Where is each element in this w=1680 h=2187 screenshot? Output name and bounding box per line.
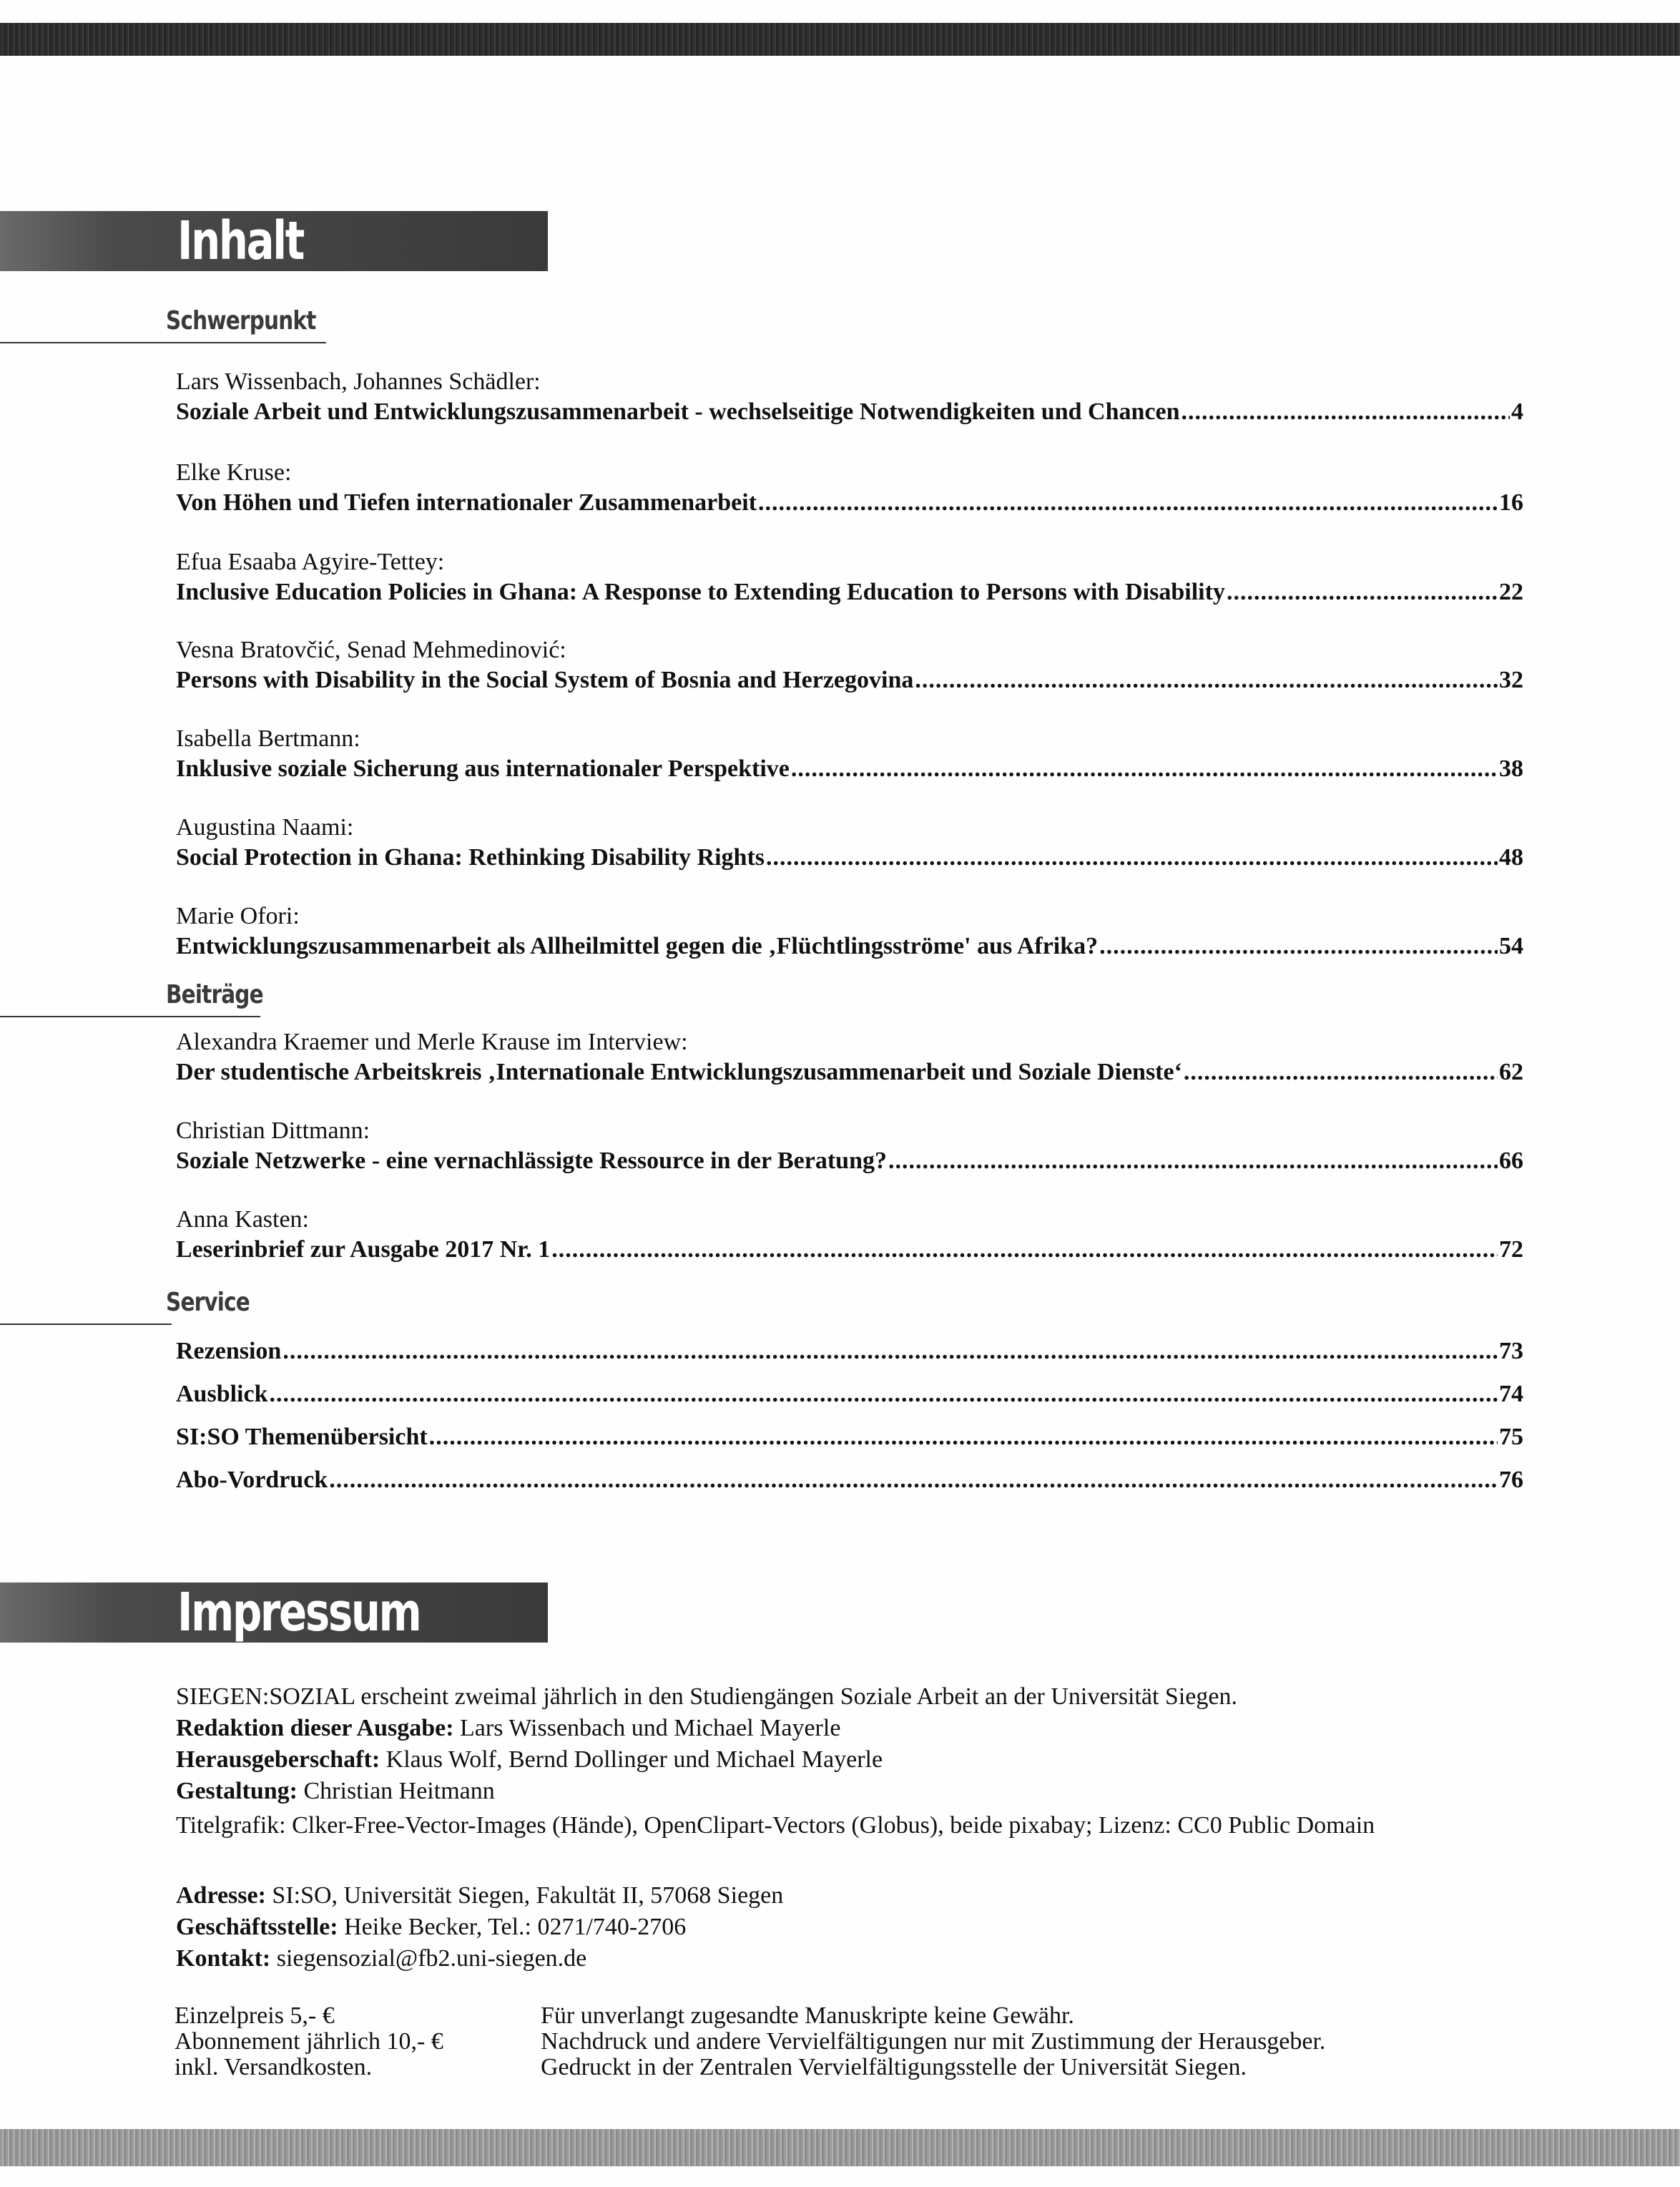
dot-leader	[766, 843, 1498, 873]
toc-title-line[interactable]	[176, 577, 1523, 607]
toc-title-line[interactable]	[176, 843, 1523, 873]
toc-entry	[176, 724, 1523, 784]
adresse-label: Adresse:	[176, 1882, 266, 1909]
dot-leader	[1182, 397, 1510, 427]
toc-page: 22	[1499, 579, 1523, 605]
dot-leader	[915, 665, 1498, 695]
service-title: Abo-Vordruck	[176, 1467, 328, 1493]
impressum-kontakt	[176, 1943, 783, 1975]
contact-block	[176, 1880, 783, 1975]
dot-leader	[1227, 577, 1498, 607]
toc-title: Der studentische Arbeitskreis ‚Internationale Entwicklungszusammenarbeit und Soziale Dienste‘	[176, 1059, 1182, 1085]
toc-page: 72	[1499, 1236, 1523, 1263]
impressum-herausgeber	[176, 1744, 1375, 1776]
impressum-banner	[0, 1582, 548, 1643]
adresse-value: SI:SO, Universität Siegen, Fakultät II, 57068 Siegen	[265, 1882, 784, 1909]
impressum-geschaeftsstelle	[176, 1912, 783, 1943]
toc-title-line[interactable]	[176, 1235, 1523, 1265]
toc-page: 62	[1499, 1059, 1523, 1085]
service-line[interactable]	[176, 1336, 1523, 1366]
service-title: Ausblick	[176, 1381, 268, 1407]
gestaltung-value: Christian Heitmann	[298, 1778, 495, 1804]
impressum-gestaltung	[176, 1776, 1375, 1807]
notice-line: Für unverlangt zugesandte Manuskripte keine Gewähr.	[541, 2002, 1074, 2029]
notice-line: Gedruckt in der Zentralen Vervielfältigungsstelle der Universität Siegen.	[541, 2054, 1247, 2080]
service-line[interactable]	[176, 1422, 1523, 1452]
toc-entry	[176, 367, 1523, 427]
toc-title: Persons with Disability in the Social System of Bosnia and Herzegovina	[176, 667, 914, 693]
service-title: Rezension	[176, 1338, 282, 1364]
service-line[interactable]	[176, 1379, 1523, 1409]
toc-title-line[interactable]	[176, 754, 1523, 784]
dot-leader	[791, 754, 1498, 784]
service-page: 73	[1499, 1338, 1523, 1364]
toc-entry	[176, 547, 1523, 607]
top-border-bar	[0, 23, 1680, 56]
redaktion-value: Lars Wissenbach und Michael Mayerle	[453, 1715, 841, 1741]
dot-leader	[329, 1465, 1498, 1495]
dot-leader	[283, 1336, 1498, 1366]
gestaltung-label: Gestaltung:	[176, 1778, 298, 1804]
notice-column	[541, 2003, 1325, 2080]
kontakt-label: Kontakt:	[176, 1945, 271, 1972]
toc-entry	[176, 1116, 1523, 1176]
toc-title: Entwicklungszusammenarbeit als Allheilmittel gegen die ‚Flüchtlingsströme' aus Afrika?	[176, 933, 1099, 959]
toc-title-line[interactable]	[176, 397, 1523, 427]
toc-title: Soziale Netzwerke - eine vernachlässigte Ressource in der Beratung?	[176, 1148, 888, 1174]
price-line: inkl. Versandkosten.	[175, 2054, 373, 2080]
notice-line: Nachdruck und andere Vervielfältigungen nur mit Zustimmung der Herausgeber.	[541, 2028, 1326, 2055]
toc-title-line[interactable]	[176, 931, 1523, 962]
price-line: Abonnement jährlich 10,- €	[175, 2028, 443, 2055]
impressum-titelgrafik: Titelgrafik: Clker-Free-Vector-Images (Hände), OpenClipart-Vectors (Globus), beide pixabay; Lizenz: CC0 Public Domain	[176, 1812, 1375, 1839]
toc-page: 54	[1499, 933, 1523, 959]
toc-entry	[176, 1205, 1523, 1265]
toc-author: Alexandra Kraemer und Merle Krause im Interview:	[176, 1029, 688, 1055]
service-page: 74	[1499, 1381, 1523, 1407]
toc-entry	[176, 458, 1523, 518]
toc-author: Christian Dittmann:	[176, 1117, 370, 1144]
toc-page: 32	[1499, 667, 1523, 693]
toc-title-line[interactable]	[176, 488, 1523, 518]
impressum-intro: SIEGEN:SOZIAL erscheint zweimal jährlich in den Studiengängen Soziale Arbeit an der Universität Siegen.	[176, 1683, 1237, 1710]
dot-leader	[888, 1146, 1498, 1176]
toc-author: Elke Kruse:	[176, 459, 292, 486]
toc-page: 66	[1499, 1148, 1523, 1174]
dot-leader	[1099, 931, 1498, 962]
toc-page: 4	[1511, 398, 1523, 425]
service-page: 76	[1499, 1467, 1523, 1493]
toc-title-line[interactable]	[176, 1146, 1523, 1176]
section-rule	[0, 1016, 260, 1017]
toc-author: Lars Wissenbach, Johannes Schädler:	[176, 368, 541, 395]
service-page: 75	[1499, 1424, 1523, 1450]
redaktion-label: Redaktion dieser Ausgabe:	[176, 1715, 454, 1741]
toc-title: Soziale Arbeit und Entwicklungszusammenarbeit - wechselseitige Notwendigkeiten und Chancen	[176, 398, 1180, 425]
herausgeber-label: Herausgeberschaft:	[176, 1746, 380, 1773]
toc-title: Inclusive Education Policies in Ghana: A Response to Extending Education to Persons with Disability	[176, 579, 1225, 605]
service-entry	[176, 1422, 1523, 1452]
impressum-adresse	[176, 1880, 783, 1912]
toc-title: Social Protection in Ghana: Rethinking Disability Rights	[176, 844, 765, 871]
toc-entry	[176, 813, 1523, 873]
dot-leader	[429, 1422, 1498, 1452]
section-rule	[0, 1324, 172, 1325]
toc-author: Augustina Naami:	[176, 814, 354, 841]
section-schwerpunkt: Schwerpunkt	[166, 306, 316, 336]
dot-leader	[551, 1235, 1498, 1265]
toc-entry	[176, 901, 1523, 962]
toc-title: Von Höhen und Tiefen internationaler Zusammenarbeit	[176, 489, 757, 516]
toc-entry	[176, 1027, 1523, 1087]
inhalt-heading: Inhalt	[177, 210, 303, 272]
price-column	[175, 2003, 443, 2080]
toc-title-line[interactable]	[176, 665, 1523, 695]
service-line[interactable]	[176, 1465, 1523, 1495]
section-beitraege: Beiträge	[166, 980, 263, 1009]
geschaeft-value: Heike Becker, Tel.: 0271/740-2706	[338, 1914, 687, 1940]
dot-leader	[1184, 1057, 1498, 1087]
service-title: SI:SO Themenübersicht	[176, 1424, 428, 1450]
toc-entry	[176, 635, 1523, 695]
toc-title: Leserinbrief zur Ausgabe 2017 Nr. 1	[176, 1236, 551, 1263]
bottom-border-bar	[0, 2129, 1680, 2166]
inhalt-banner	[0, 211, 548, 271]
herausgeber-value: Klaus Wolf, Bernd Dollinger und Michael Mayerle	[380, 1746, 883, 1773]
impressum-redaktion	[176, 1713, 1375, 1744]
toc-page: 38	[1499, 755, 1523, 782]
toc-page: 16	[1499, 489, 1523, 516]
toc-author: Isabella Bertmann:	[176, 725, 360, 752]
impressum-block	[176, 1681, 1375, 1841]
dot-leader	[758, 488, 1498, 518]
kontakt-value[interactable]: siegensozial@fb2.uni-siegen.de	[270, 1945, 587, 1972]
dot-leader	[270, 1379, 1498, 1409]
geschaeft-label: Geschäftsstelle:	[176, 1914, 338, 1940]
section-rule	[0, 342, 326, 343]
service-entry	[176, 1379, 1523, 1409]
service-entry	[176, 1336, 1523, 1366]
toc-author: Vesna Bratovčić, Senad Mehmedinović:	[176, 637, 566, 663]
toc-title: Inklusive soziale Sicherung aus internationaler Perspektive	[176, 755, 790, 782]
service-entry	[176, 1465, 1523, 1495]
toc-author: Anna Kasten:	[176, 1206, 310, 1233]
toc-page: 48	[1499, 844, 1523, 871]
price-line: Einzelpreis 5,- €	[175, 2002, 335, 2029]
toc-author: Marie Ofori:	[176, 903, 300, 929]
section-service: Service	[166, 1288, 250, 1317]
toc-author: Efua Esaaba Agyire-Tettey:	[176, 549, 445, 575]
toc-title-line[interactable]	[176, 1057, 1523, 1087]
impressum-heading: Impressum	[177, 1582, 421, 1643]
